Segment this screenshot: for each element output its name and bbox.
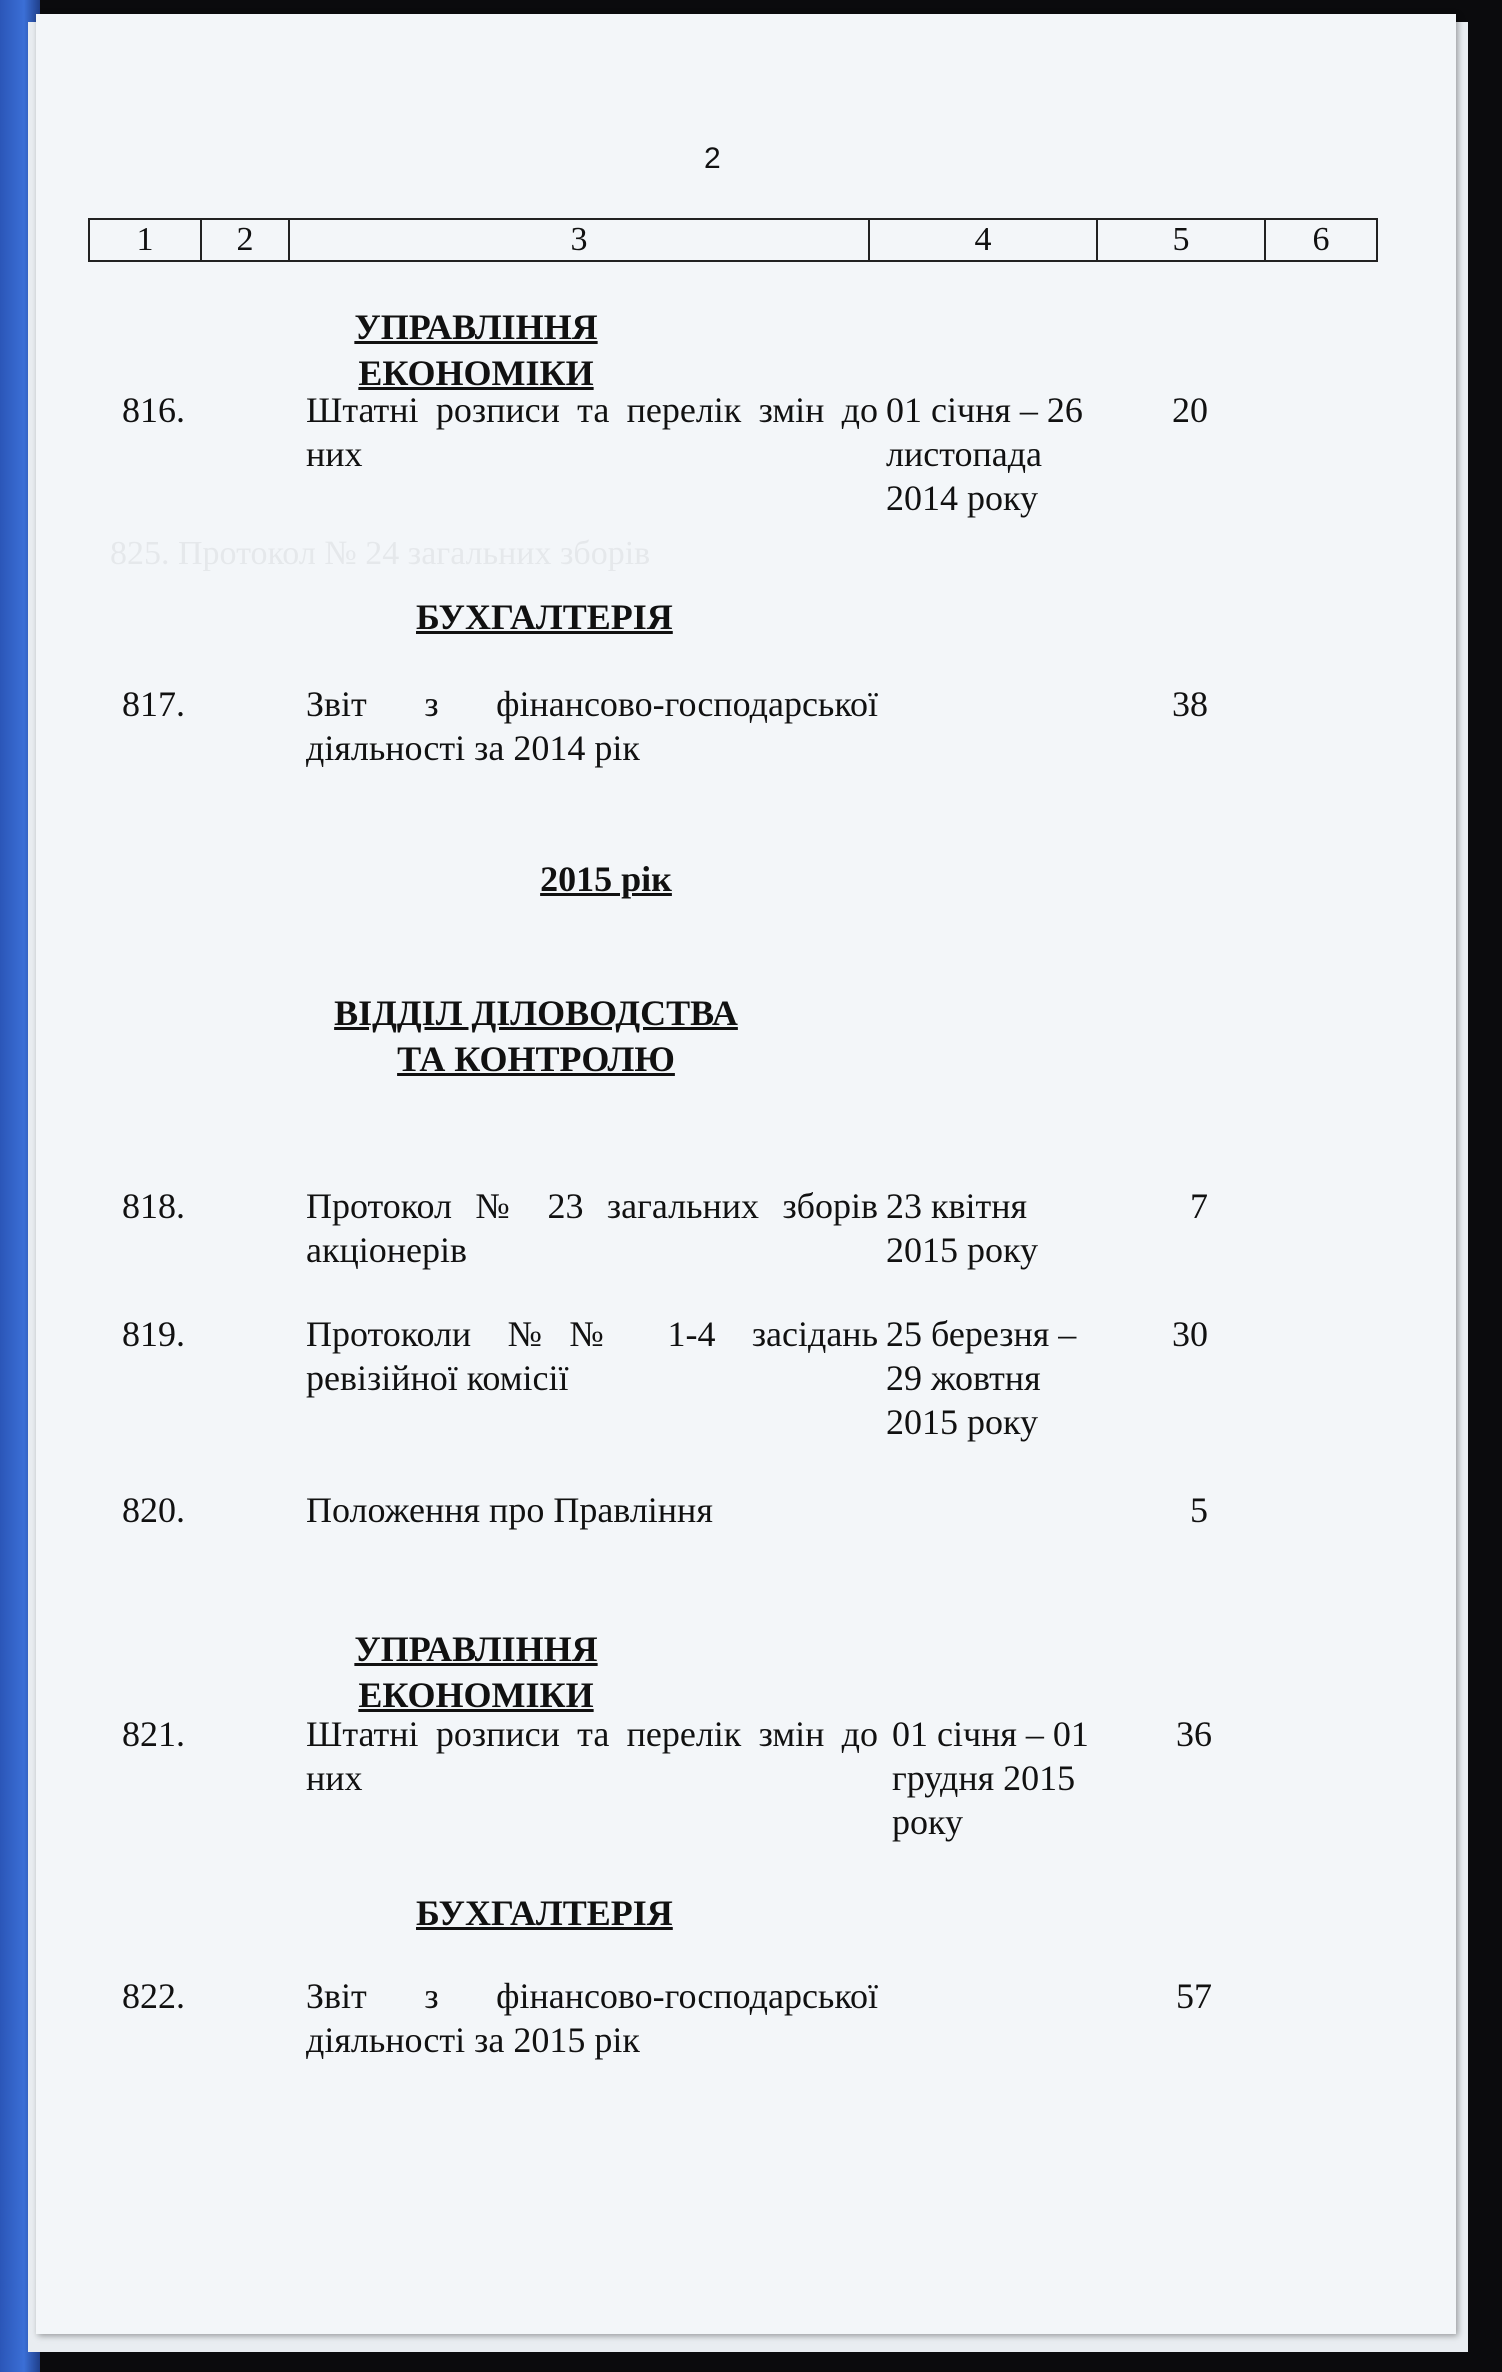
entry-title: Положення про Правління [306,1490,713,1530]
entry-pages: 36 [1176,1714,1212,1754]
section-heading: БУХГАЛТЕРІЯ [416,1893,673,1933]
entry-pages: 38 [1172,684,1208,724]
page-number: 2 [704,142,721,175]
year-heading: 2015 рік [540,859,672,899]
column-header-6: 6 [1312,221,1330,258]
document-page [36,14,1456,2334]
column-header-4: 4 [870,220,1098,260]
section-heading: БУХГАЛТЕРІЯ [416,597,673,637]
entry-date: 01 січня – 01 грудня 2015 року [892,1714,1089,1842]
entry-number: 817. [122,684,185,724]
entry-title: Звіт з фінансово-господарської діяльності за 2014 рік [306,684,878,768]
bleed-through-text: 825. Протокол № 24 загальних зборів [110,535,651,572]
entry-pages: 20 [1172,390,1208,430]
entry-title: Штатні розписи та перелік змін до них [306,1714,878,1798]
column-header-row [88,218,1378,262]
column-header-5: 5 [1098,220,1266,260]
entry-number: 818. [122,1186,185,1226]
column-header-2: 2 [202,220,290,260]
list-item [36,682,1456,782]
entry-date: 01 січня – 26 листопада 2014 року [886,390,1083,518]
entry-title: Штатні розписи та перелік змін до них [306,390,878,474]
entry-pages: 30 [1172,1314,1208,1354]
entry-number: 819. [122,1314,185,1354]
entry-date: 23 квітня 2015 року [886,1186,1038,1270]
entry-date: 25 березня – 29 жовтня 2015 року [886,1314,1077,1442]
entry-number: 821. [122,1714,185,1754]
list-item [36,1312,1456,1452]
list-item [36,388,1456,528]
section-heading: УПРАВЛІННЯ ЕКОНОМІКИ [354,307,598,393]
column-header-3: 3 [290,220,870,260]
entry-pages: 7 [1190,1186,1208,1226]
section-heading: ВІДДІЛ ДІЛОВОДСТВА ТА КОНТРОЛЮ [334,993,738,1079]
list-item [36,1974,1456,2074]
entry-pages: 5 [1190,1490,1208,1530]
entry-pages: 57 [1176,1976,1212,2016]
list-item [36,1184,1456,1284]
entry-title: Протокол № 23 загальних зборів акціонерів [306,1186,878,1270]
entry-title: Звіт з фінансово-господарської діяльності за 2015 рік [306,1976,878,2060]
entry-number: 816. [122,390,185,430]
entry-title: Протоколи №№ 1-4 засідань ревізійної комісії [306,1314,878,1398]
column-header-1: 1 [90,220,202,260]
list-item [36,1712,1456,1852]
section-heading: УПРАВЛІННЯ ЕКОНОМІКИ [354,1629,598,1715]
list-item [36,1488,1456,1538]
entry-number: 822. [122,1976,185,2016]
entry-number: 820. [122,1490,185,1530]
